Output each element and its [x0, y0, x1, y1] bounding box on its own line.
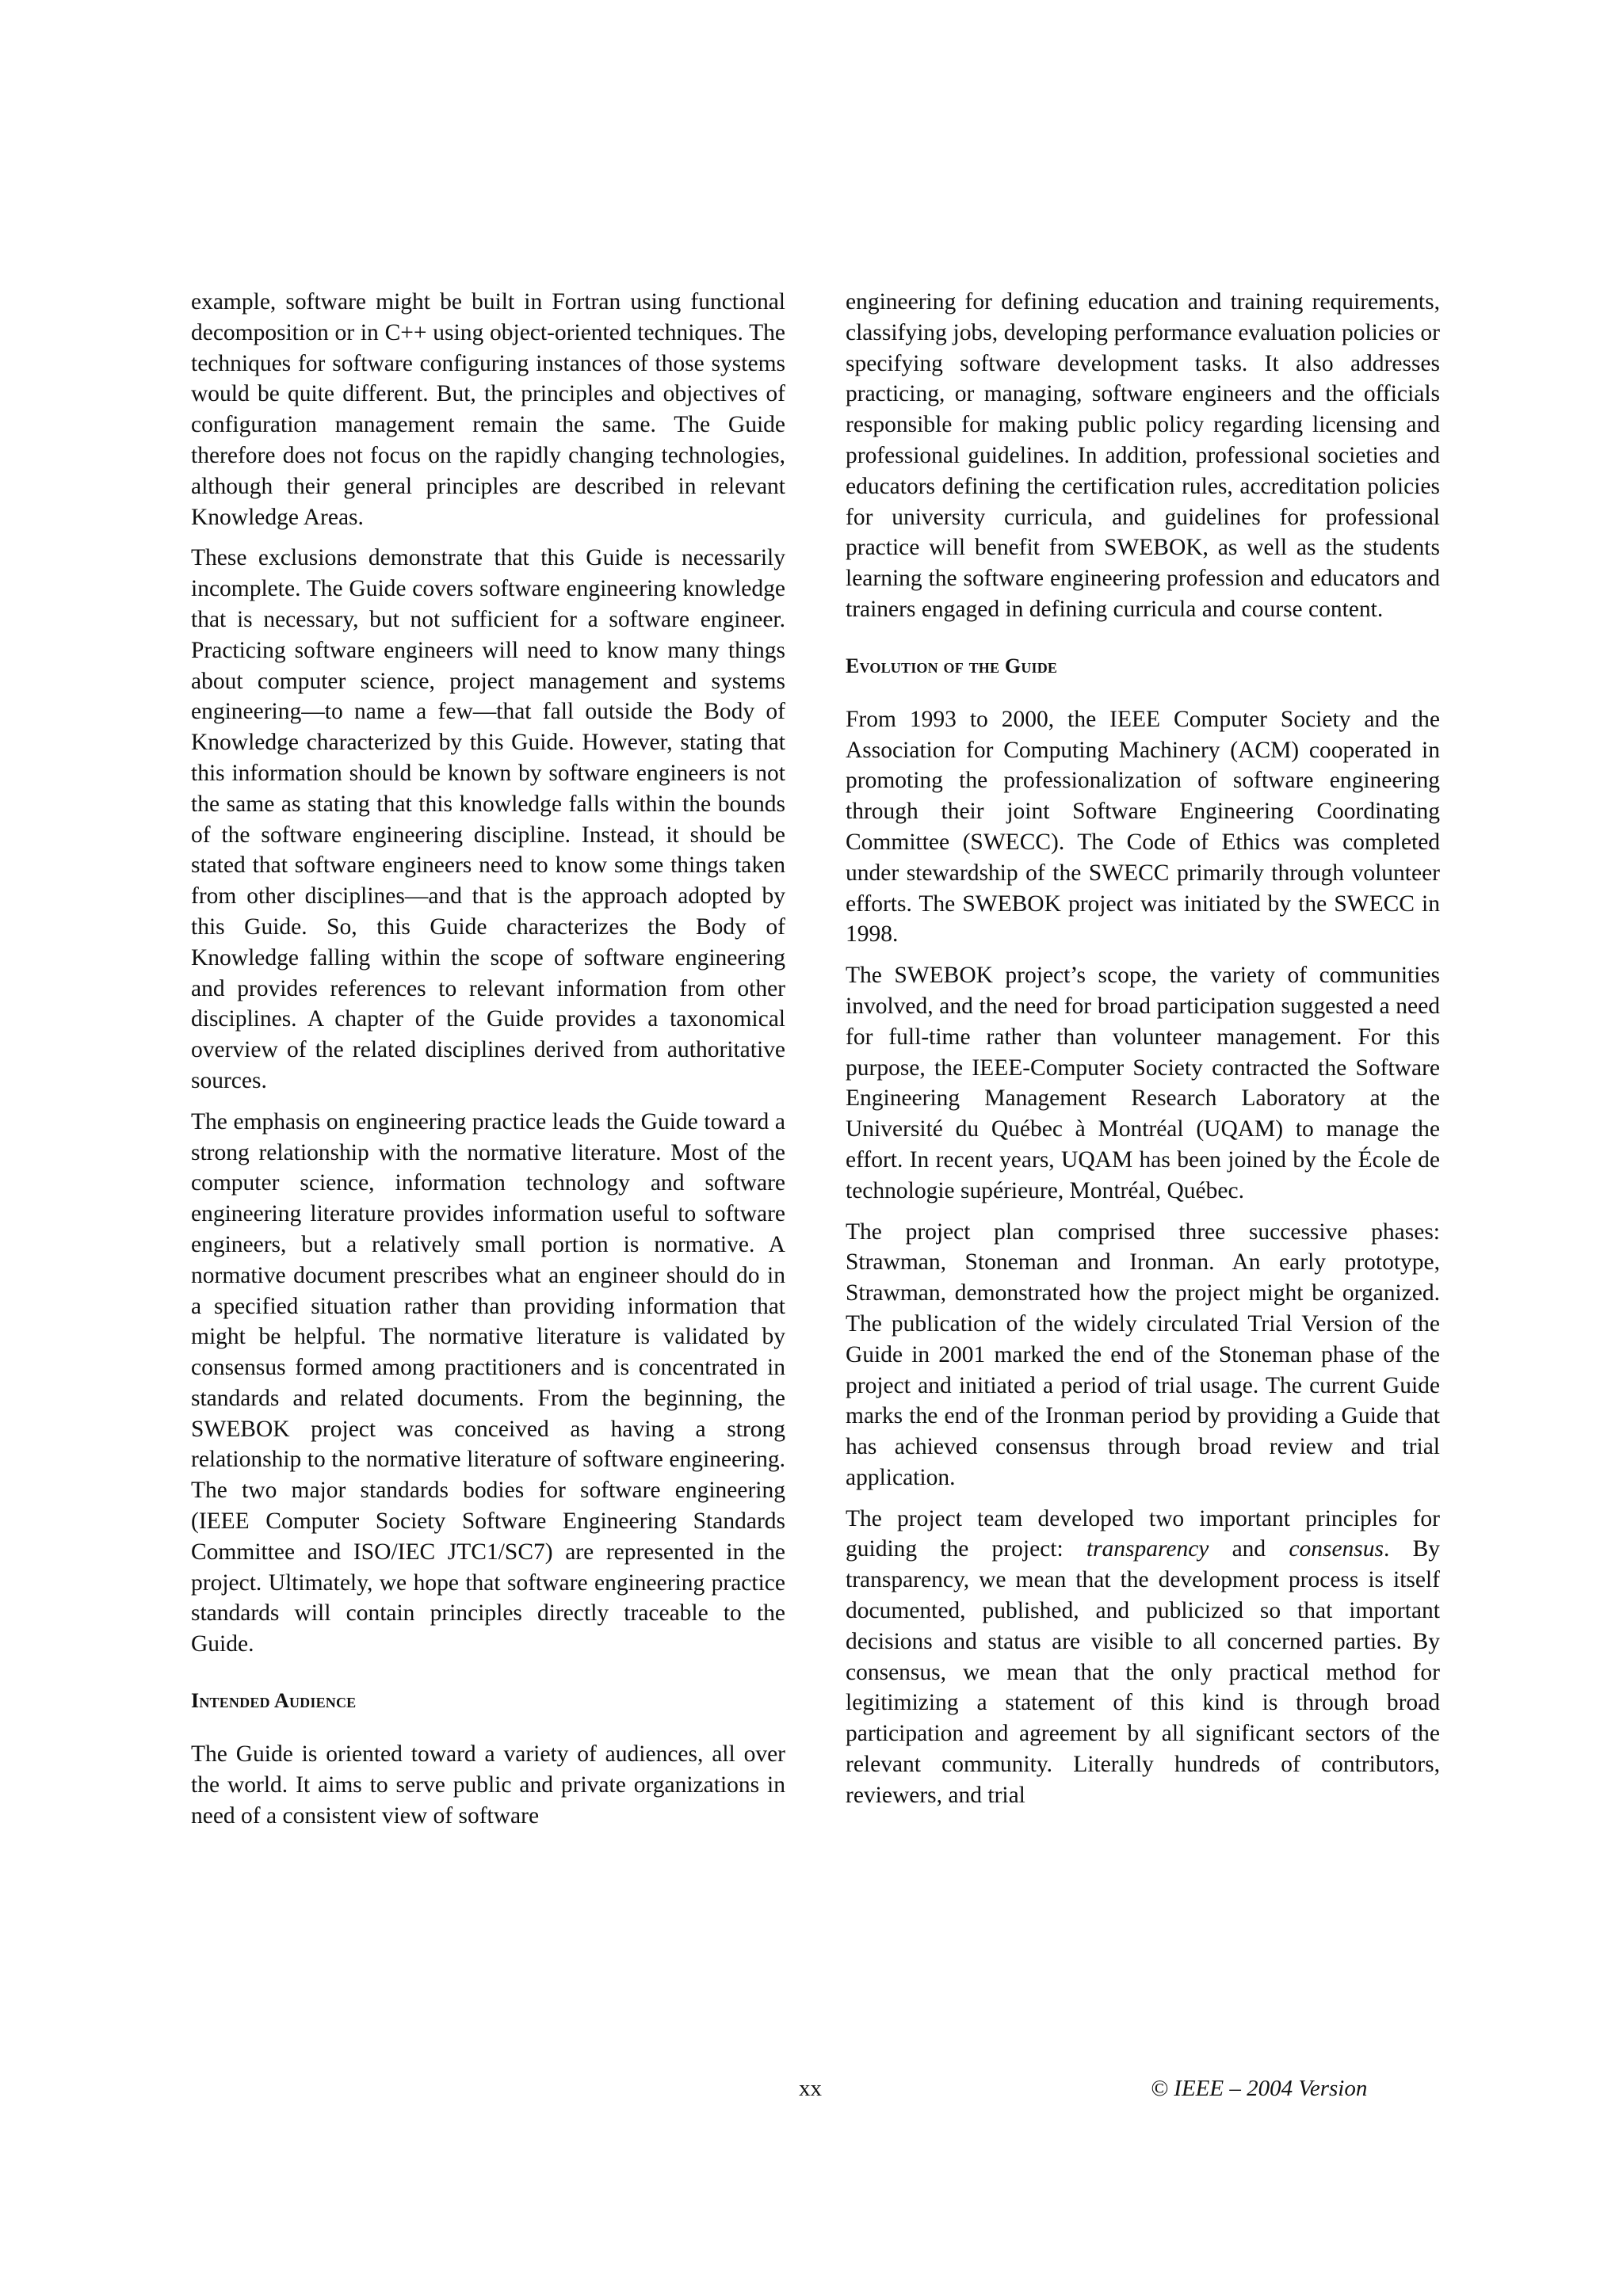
paragraph: These exclusions demonstrate that this Guide is necessarily incomplete. The Guide covers software engineering knowledge that is necessary, but not sufficient for a software engineer. Practicing software engineers will need to know many things about computer science, project management and systems engineering—to name a few—that fall outside the Body of Knowledge characterized by this Guide. However, stating that this information should be known by software engineers is not the same as stating that this knowledge falls within the bounds of the software engineering discipline. Instead, it should be stated that software engineers need to know some things taken from other disciplines—and that is the approach adopted by this Guide. So, this Guide characterizes the Body of Knowledge falling within the scope of software engineering and provides references to relevant information from other disciplines. A chapter of the Guide provides a taxonomical overview of the related disciplines derived from authoritative sources. [191, 545, 785, 1093]
paragraph: example, software might be built in Fortran using functional decomposition or in C++ using object-oriented techniques. The techniques for software configuring instances of those systems would be quite different. But, the principles and objectives of configuration management remain the same. The Guide therefore does not focus on the rapidly changing technologies, although their general principles are described in relevant Knowledge Areas. [191, 289, 785, 530]
emphasis-transparency: transparency [1086, 1536, 1209, 1562]
paragraph: The SWEBOK project’s scope, the variety of communities involved, and the need for broad participation suggested a need for full-time rather than volunteer management. For this purpose, the IEEE-Computer Society contracted the Software Engineering Management Research Laboratory at the Université du Québec à Montréal (UQAM) to manage the effort. In recent years, UQAM has been joined by the École de technologie supérieure, Montréal, Québec. [846, 963, 1440, 1203]
right-column [846, 287, 1440, 1821]
paragraph: engineering for defining education and training requirements, classifying jobs, developing performance evaluation policies or specifying software development tasks. It also addresses practicing, or managing, software engineers and the officials responsible for making public policy regarding licensing and professional guidelines. In addition, professional societies and educators defining the certification rules, accreditation policies for university curricula, and guidelines for professional practice will benefit from SWEBOK, as well as the students learning the software engineering profession and educators and trainers engaged in defining curricula and course content. [846, 289, 1440, 622]
paragraph [846, 1504, 1440, 1811]
paragraph: The emphasis on engineering practice leads the Guide toward a strong relationship with the normative literature. Most of the computer science, information technology and software engineering literature provides information useful to software engineers, but a relatively small portion is normative. A normative document prescribes what an engineer should do in a specified situation rather than providing information that might be helpful. The normative literature is validated by consensus formed among practitioners and is concentrated in standards and related documents. From the beginning, the SWEBOK project was conceived as having a strong relationship to the normative literature of software engineering. The two major standards bodies for software engineering (IEEE Computer Society Software Engineering Standards Committee and ISO/IEC JTC1/SC7) are represented in the project. Ultimately, we hope that software engineering practice standards will contain principles directly traceable to the Guide. [191, 1108, 785, 1657]
text-run: . By transparency, we mean that the development process is itself documented, published, and publicized so that important decisions and status are visible to all concerned parties. By consensus, we mean that the only practical method for legitimizing a statement of this kind is through broad participation and agreement by all significant sectors of the relevant community. Literally hundreds of contributors, reviewers, and trial [846, 1536, 1440, 1808]
section-heading-evolution: Evolution of the Guide [846, 654, 1058, 677]
page-number: xx [799, 2076, 822, 2101]
left-column [191, 287, 785, 1841]
paragraph: From 1993 to 2000, the IEEE Computer Society and the Association for Computing Machinery (ACM) cooperated in promoting the professionalization of software engineering through their joint Software Engineering Coordinating Committee (SWECC). The Code of Ethics was completed under stewardship of the SWECC primarily through volunteer efforts. The SWEBOK project was initiated by the SWECC in 1998. [846, 706, 1440, 948]
paragraph: The project plan comprised three successive phases: Strawman, Stoneman and Ironman. An early prototype, Strawman, demonstrated how the project might be organized. The publication of the widely circulated Trial Version of the Guide in 2001 marked the end of the Stoneman phase of the project and initiated a period of trial usage. The current Guide marks the end of the Ironman period by providing a Guide that has achieved consensus through broad review and trial application. [846, 1219, 1440, 1490]
text-run: and [1209, 1536, 1289, 1562]
section-heading-intended-audience: Intended Audience [191, 1689, 357, 1713]
paragraph: The Guide is oriented toward a variety of audiences, all over the world. It aims to serve public and private organizations in need of a consistent view of software [191, 1741, 785, 1829]
text-run: The project team developed two important principles for guiding the project: [846, 1505, 1440, 1562]
emphasis-consensus: consensus [1289, 1536, 1384, 1562]
copyright-notice: © IEEE – 2004 Version [1151, 2076, 1368, 2101]
